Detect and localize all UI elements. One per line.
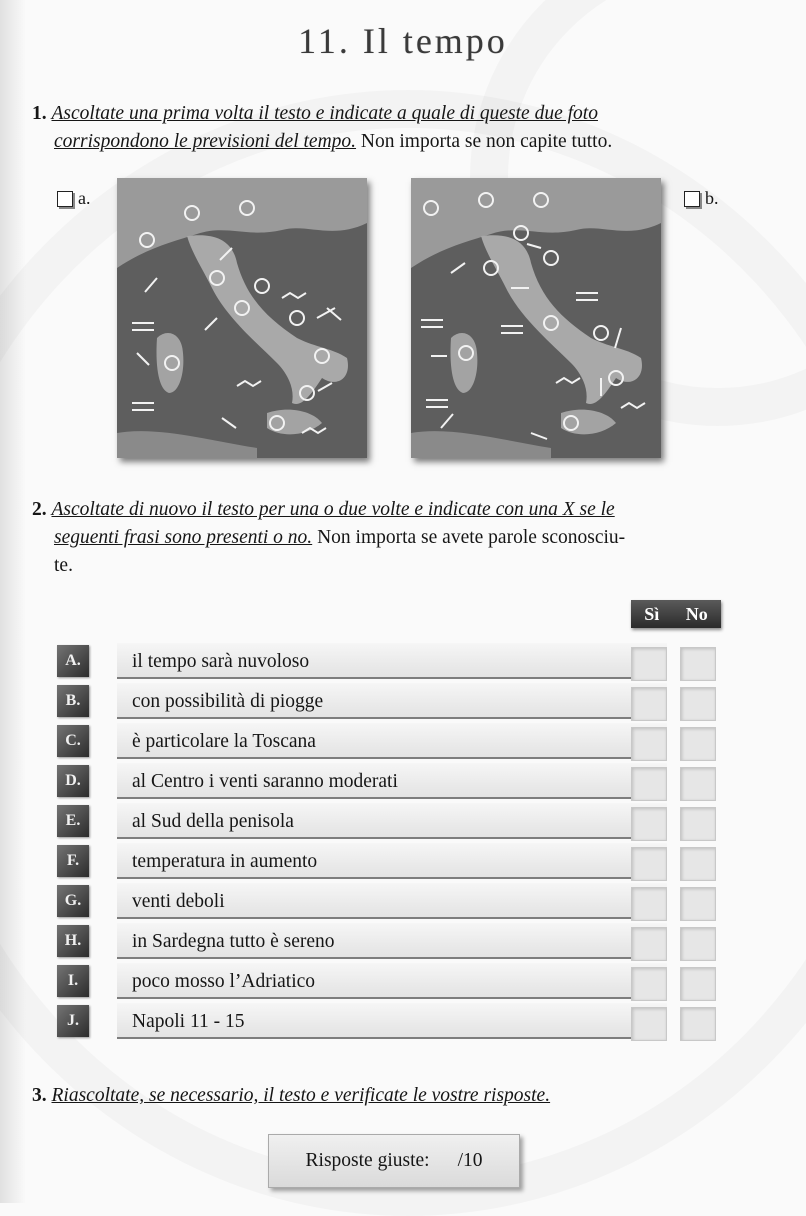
yes-column-header: Sì — [644, 603, 660, 624]
option-b-label: b. — [705, 188, 719, 208]
exercise-3-instruction: Riascoltate, se necessario, il testo e verificate le vostre risposte. — [51, 1085, 551, 1106]
exercise-3-instructions — [32, 1082, 752, 1110]
exercise-1-instruction-line1: Ascoltate una prima volta il testo e indicate a quale di queste due foto — [51, 103, 598, 124]
statement-text: al Sud della penisola — [117, 803, 667, 839]
statement-e-si-box[interactable] — [631, 807, 667, 841]
statement-a-no-box[interactable] — [680, 647, 716, 681]
statement-text: con possibilità di piogge — [117, 683, 667, 719]
page-title: 11. Il tempo — [298, 21, 508, 61]
exercise-3-number: 3. — [32, 1085, 47, 1106]
statement-letter: G. — [57, 885, 89, 917]
option-b[interactable] — [684, 188, 719, 209]
statement-text: il tempo sarà nuvoloso — [117, 643, 667, 679]
statement-letter: E. — [57, 805, 89, 837]
statement-letter: A. — [57, 645, 89, 677]
statement-text: in Sardegna tutto è sereno — [117, 923, 667, 959]
exercise-2-instructions — [32, 496, 752, 580]
statement-f-si-box[interactable] — [631, 847, 667, 881]
option-a-label: a. — [78, 188, 91, 208]
statement-g-no-box[interactable] — [680, 887, 716, 921]
exercise-1-instructions — [32, 100, 752, 156]
exercise-2-instruction-line1: Ascoltate di nuovo il testo per una o due volte e indicate con una X se le — [51, 499, 615, 520]
weather-map-b-image — [411, 178, 661, 458]
statement-d-si-box[interactable] — [631, 767, 667, 801]
option-a-checkbox[interactable] — [57, 191, 73, 207]
statement-text: venti deboli — [117, 883, 667, 919]
statement-letter: F. — [57, 845, 89, 877]
statement-b-si-box[interactable] — [631, 687, 667, 721]
statement-h-si-box[interactable] — [631, 927, 667, 961]
statement-i-si-box[interactable] — [631, 967, 667, 1001]
statement-letter: I. — [57, 965, 89, 997]
statement-e-no-box[interactable] — [680, 807, 716, 841]
exercise-2-number: 2. — [32, 499, 47, 520]
statement-text: poco mosso l’Adriatico — [117, 963, 667, 999]
option-b-checkbox[interactable] — [684, 191, 700, 207]
statement-c-no-box[interactable] — [680, 727, 716, 761]
statement-a-si-box[interactable] — [631, 647, 667, 681]
statement-letter: C. — [57, 725, 89, 757]
score-box — [268, 1134, 520, 1188]
statement-f-no-box[interactable] — [680, 847, 716, 881]
statement-letter: H. — [57, 925, 89, 957]
exercise-2-note: Non importa se avete parole sconosciu- — [317, 527, 626, 548]
statement-j-si-box[interactable] — [631, 1007, 667, 1041]
statement-g-si-box[interactable] — [631, 887, 667, 921]
statement-text: temperatura in aumento — [117, 843, 667, 879]
exercise-2-instruction-line2: seguenti frasi sono presenti o no. — [54, 527, 313, 548]
exercise-1-note: Non importa se non capite tutto. — [360, 131, 613, 152]
statement-i-no-box[interactable] — [680, 967, 716, 1001]
statement-c-si-box[interactable] — [631, 727, 667, 761]
statement-letter: D. — [57, 765, 89, 797]
statement-text: Napoli 11 - 15 — [117, 1003, 667, 1039]
statement-text: è particolare la Toscana — [117, 723, 667, 759]
statement-letter: J. — [57, 1005, 89, 1037]
page-shadow — [0, 0, 26, 1203]
statement-h-no-box[interactable] — [680, 927, 716, 961]
weather-map-a[interactable] — [117, 178, 367, 458]
score-total: /10 — [457, 1150, 483, 1171]
statement-b-no-box[interactable] — [680, 687, 716, 721]
option-a[interactable] — [57, 188, 91, 209]
weather-map-a-image — [117, 178, 367, 458]
exercise-2-note-end: te. — [54, 555, 73, 576]
exercise-1-instruction-line2: corrispondono le previsioni del tempo. — [54, 131, 357, 152]
yes-no-header — [631, 600, 721, 628]
score-label: Risposte giuste: — [305, 1150, 430, 1171]
statement-d-no-box[interactable] — [680, 767, 716, 801]
statement-j-no-box[interactable] — [680, 1007, 716, 1041]
statement-text: al Centro i venti saranno moderati — [117, 763, 667, 799]
weather-map-b[interactable] — [411, 178, 661, 458]
statement-letter: B. — [57, 685, 89, 717]
exercise-1-number: 1. — [32, 103, 47, 124]
no-column-header: No — [685, 603, 708, 624]
